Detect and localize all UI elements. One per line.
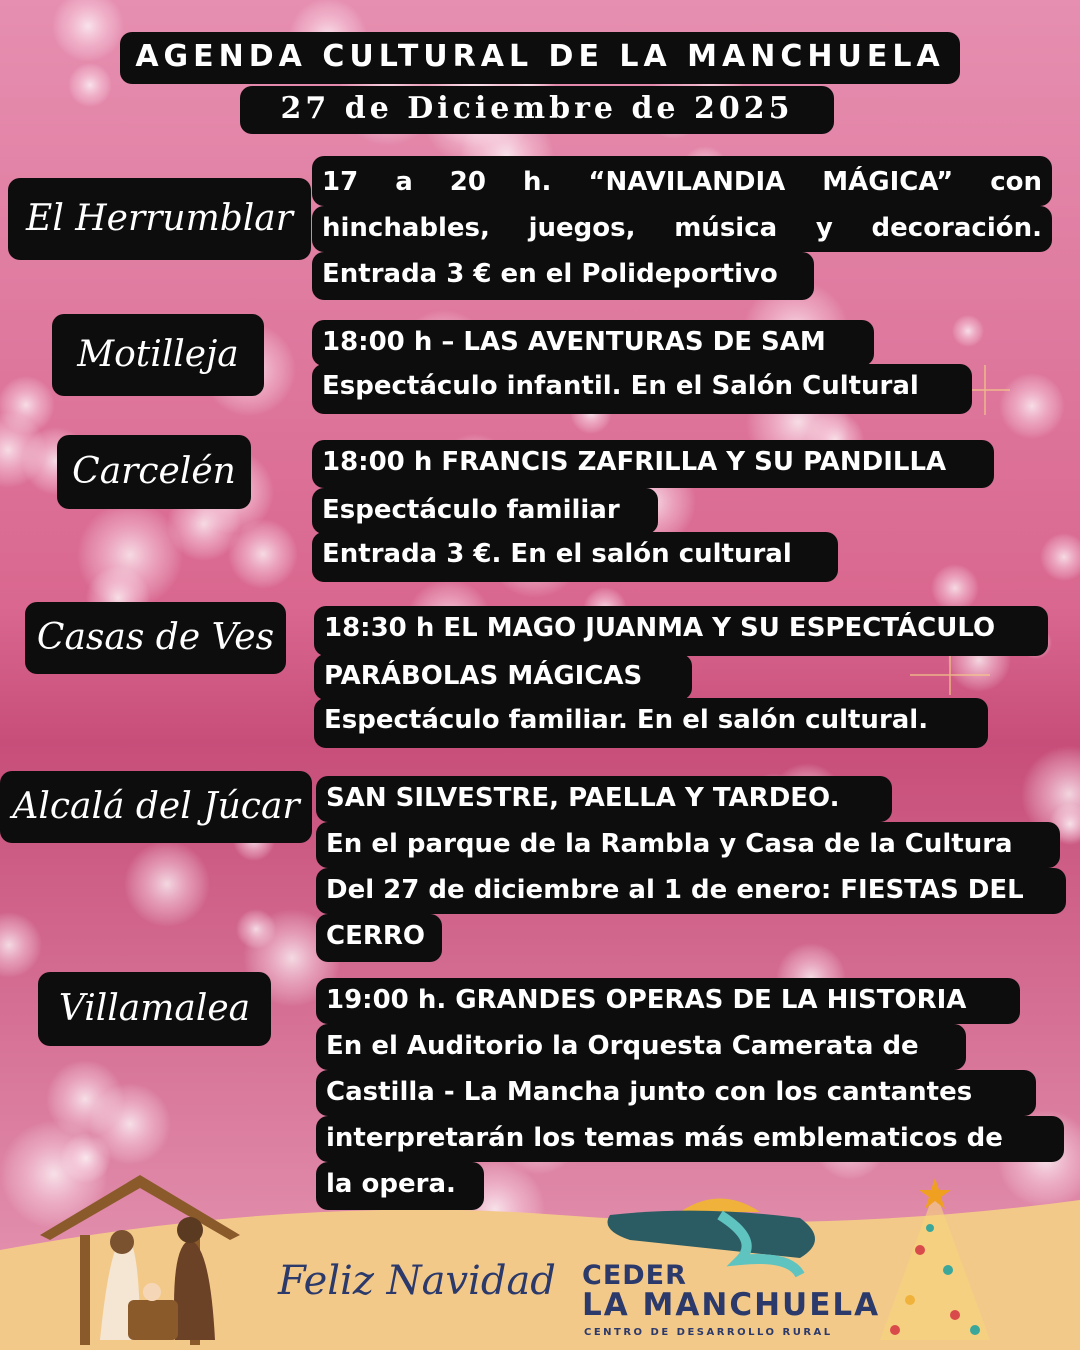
greeting-text: Feliz Navidad xyxy=(278,1258,556,1304)
logo-line1: CEDER xyxy=(582,1260,687,1291)
event-line: la opera. xyxy=(316,1162,484,1210)
bokeh-light xyxy=(952,315,984,347)
logo-tagline: CENTRO DE DESARROLLO RURAL xyxy=(584,1327,833,1338)
logo-line2: LA MANCHUELA xyxy=(582,1287,881,1323)
event-line: interpretarán los temas más emblematicos de xyxy=(316,1116,1064,1162)
bokeh-light xyxy=(124,841,210,927)
town-label: Casas de Ves xyxy=(25,602,286,674)
town-label: Alcalá del Júcar xyxy=(0,771,312,843)
event-line: Castilla - La Mancha junto con los cantantes xyxy=(316,1070,1036,1116)
event-line: SAN SILVESTRE, PAELLA Y TARDEO. xyxy=(316,776,892,822)
bokeh-light xyxy=(89,1083,171,1165)
bokeh-light xyxy=(931,564,979,612)
page-title: AGENDA CULTURAL DE LA MANCHUELA xyxy=(120,32,960,84)
event-line: 19:00 h. GRANDES OPERAS DE LA HISTORIA xyxy=(316,978,1020,1024)
town-label: Motilleja xyxy=(52,314,264,396)
event-line: Espectáculo familiar. En el salón cultural. xyxy=(314,698,988,748)
event-line: CERRO xyxy=(316,914,442,962)
page-date: 27 de Diciembre de 2025 xyxy=(240,86,834,134)
event-line: Entrada 3 €. En el salón cultural xyxy=(312,532,838,582)
event-line: 18:00 h – LAS AVENTURAS DE SAM xyxy=(312,320,874,366)
event-line: 18:00 h FRANCIS ZAFRILLA Y SU PANDILLA xyxy=(312,440,994,488)
event-line: Espectáculo familiar xyxy=(312,488,658,534)
town-label: Villamalea xyxy=(38,972,271,1046)
event-line: Del 27 de diciembre al 1 de enero: FIESTAS DEL xyxy=(316,868,1066,914)
event-line: En el parque de la Rambla y Casa de la Cultura xyxy=(316,822,1060,868)
bokeh-light xyxy=(68,63,112,107)
event-line: Entrada 3 € en el Polideportivo xyxy=(312,252,814,300)
town-label: El Herrumblar xyxy=(8,178,311,260)
event-line: Espectáculo infantil. En el Salón Cultural xyxy=(312,364,972,414)
event-line: hinchables, juegos, música y decoración. xyxy=(312,206,1052,252)
bokeh-light xyxy=(999,373,1065,439)
event-line: 17 a 20 h. “NAVILANDIA MÁGICA” con xyxy=(312,156,1052,206)
event-line: PARÁBOLAS MÁGICAS xyxy=(314,654,692,700)
event-line: En el Auditorio la Orquesta Camerata de xyxy=(316,1024,966,1070)
town-label: Carcelén xyxy=(57,435,251,509)
event-line: 18:30 h EL MAGO JUANMA Y SU ESPECTÁCULO xyxy=(314,606,1048,656)
